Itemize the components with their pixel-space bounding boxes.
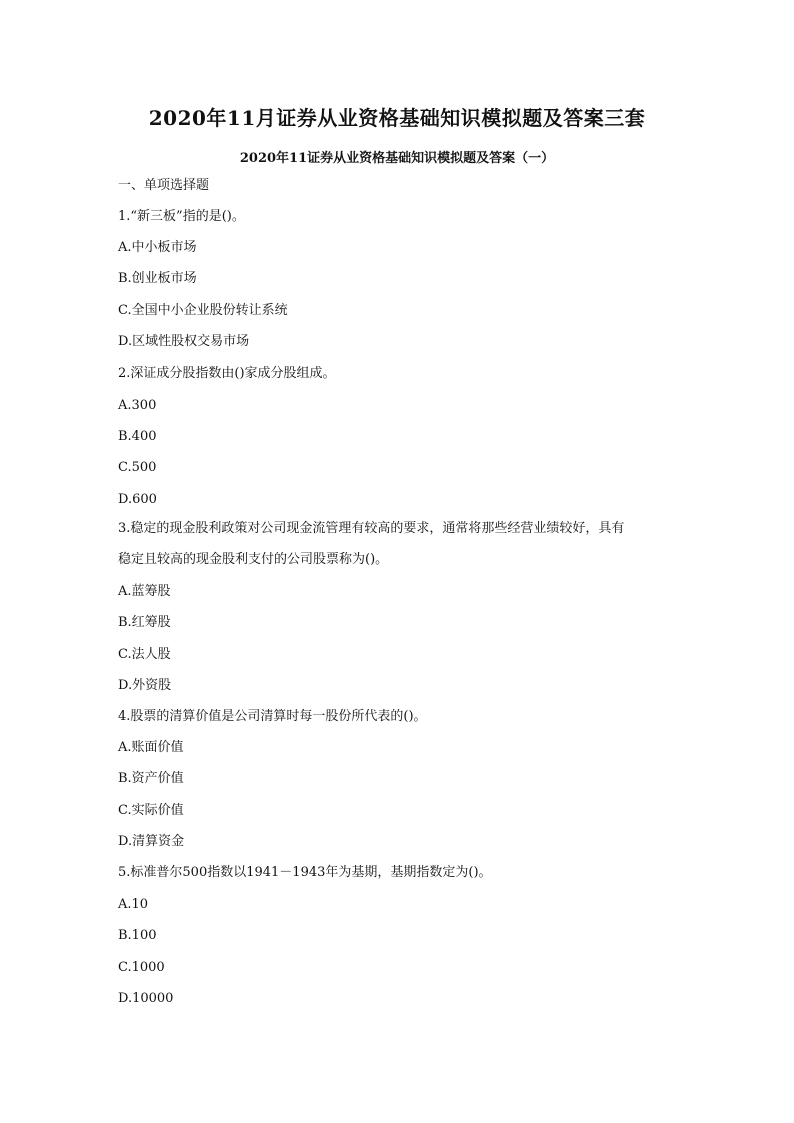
question-4-option-b: B.资产价值 [118, 771, 184, 786]
question-2-option-b: B.400 [118, 429, 157, 444]
question-2-option-d: D.600 [118, 492, 157, 507]
document-title: 2020年11月证券从业资格基础知识模拟题及答案三套 [148, 106, 646, 130]
question-1-option-d: D.区域性股权交易市场 [118, 334, 250, 349]
document-subtitle: 2020年11证券从业资格基础知识模拟题及答案（一） [239, 151, 555, 166]
question-4-option-c: C.实际价值 [118, 803, 184, 818]
question-3-option-c: C.法人股 [118, 647, 171, 662]
question-5-option-a: A.10 [118, 897, 149, 912]
question-4-stem: 4.股票的清算价值是公司清算时每一股份所代表的()。 [118, 709, 427, 724]
question-3-stem-line-2: 稳定且较高的现金股利支付的公司股票称为()。 [118, 552, 389, 567]
question-3-stem-line-1: 3.稳定的现金股利政策对公司现金流管理有较高的要求，通常将那些经营业绩较好，具有 [118, 521, 625, 536]
question-5-option-b: B.100 [118, 928, 157, 943]
question-2-stem: 2.深证成分股指数由()家成分股组成。 [118, 366, 336, 381]
question-5-option-c: C.1000 [118, 960, 165, 975]
question-5-option-d: D.10000 [118, 991, 174, 1006]
question-3-option-a: A.蓝筹股 [118, 584, 171, 599]
question-3-option-d: D.外资股 [118, 678, 172, 693]
question-1-option-a: A.中小板市场 [118, 240, 197, 255]
question-2-option-c: C.500 [118, 460, 157, 475]
section-heading: 一、单项选择题 [118, 178, 210, 193]
question-4-option-a: A.账面价值 [118, 740, 184, 755]
question-3-option-b: B.红筹股 [118, 615, 171, 630]
question-2-option-a: A.300 [118, 398, 157, 413]
question-5-stem: 5.标准普尔500指数以1941－1943年为基期，基期指数定为()。 [118, 865, 492, 880]
question-1-option-c: C.全国中小企业股份转让系统 [118, 303, 288, 318]
question-4-option-d: D.清算资金 [118, 834, 185, 849]
question-1-option-b: B.创业板市场 [118, 271, 197, 286]
question-1-stem: 1.“新三板”指的是()。 [118, 209, 245, 224]
